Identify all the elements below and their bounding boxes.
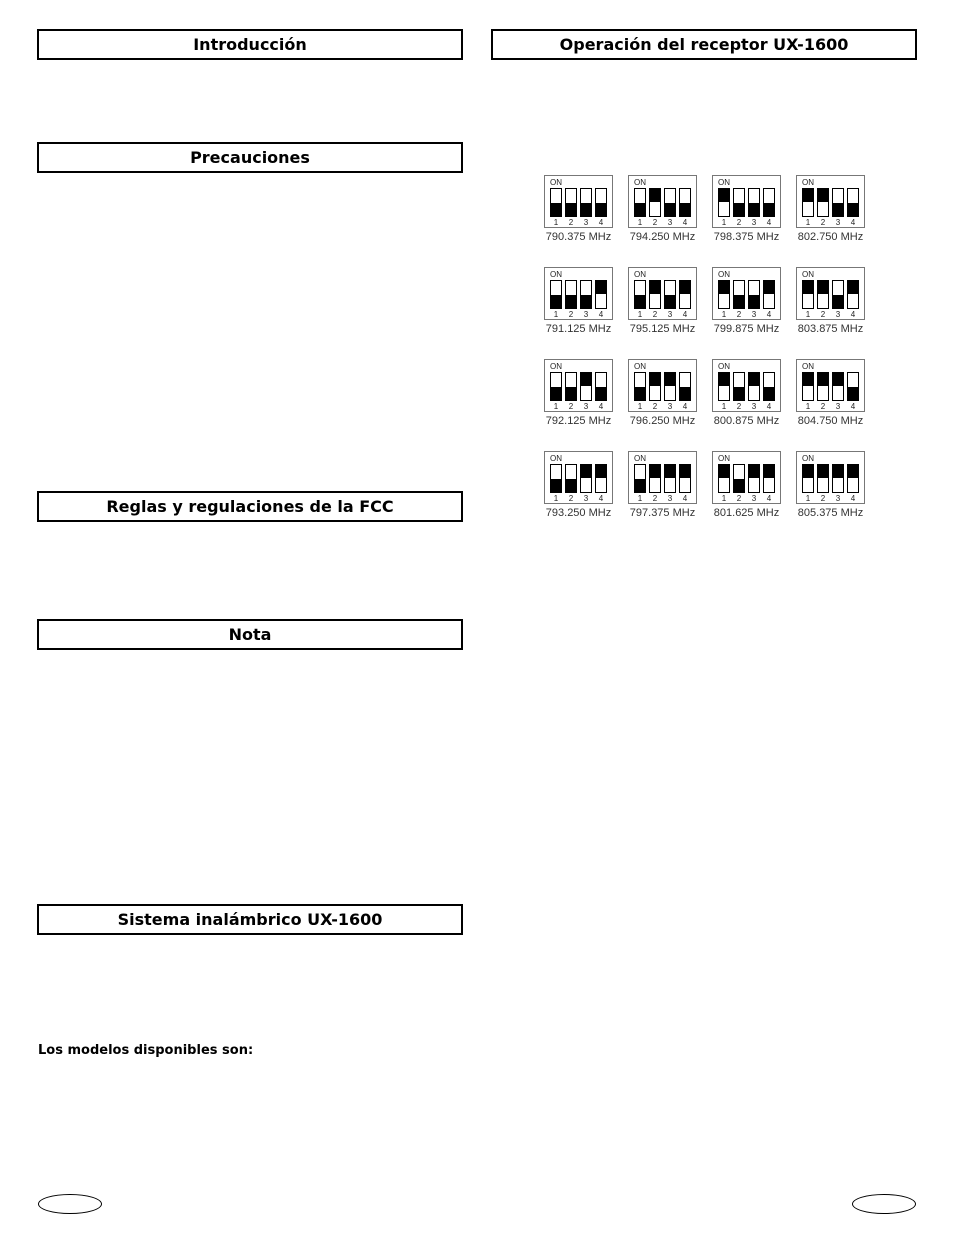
- dip-switch-number: 1: [553, 218, 559, 227]
- dip-switch-slot: [832, 464, 844, 493]
- dip-switch-number: 1: [721, 310, 727, 319]
- dip-on-label: ON: [634, 270, 646, 279]
- dip-knob-off: [665, 295, 675, 308]
- dip-switch-block: [628, 267, 697, 320]
- dip-knob-on: [803, 373, 813, 386]
- dip-switch-number: 4: [598, 218, 604, 227]
- dip-knob-off: [635, 479, 645, 492]
- dip-switch-slot: [847, 188, 859, 217]
- dip-on-label: ON: [550, 178, 562, 187]
- dip-switch-block: [628, 451, 697, 504]
- dip-switch-number: 4: [850, 402, 856, 411]
- frequency-label: 799.875 MHz: [713, 323, 780, 335]
- dip-switch-slot: [763, 372, 775, 401]
- dip-switch-number: 1: [805, 494, 811, 503]
- dip-knob-on: [719, 281, 729, 294]
- dip-knob-off: [848, 387, 858, 400]
- dip-switch-number: 4: [682, 310, 688, 319]
- dip-switch-slot: [718, 464, 730, 493]
- dip-switch-number: 2: [736, 218, 742, 227]
- frequency-label: 800.875 MHz: [713, 415, 780, 427]
- dip-switch-slot: [649, 280, 661, 309]
- dip-switch-slot: [763, 280, 775, 309]
- dip-knob-on: [848, 281, 858, 294]
- dip-switch-slot: [718, 188, 730, 217]
- dip-switch-setting: [796, 451, 876, 523]
- dip-switch-block: [712, 359, 781, 412]
- frequency-label: 801.625 MHz: [713, 507, 780, 519]
- dip-switch-number: 4: [766, 218, 772, 227]
- dip-knob-off: [566, 203, 576, 216]
- dip-knob-on: [665, 465, 675, 478]
- dip-knob-off: [635, 295, 645, 308]
- dip-switch-slot: [748, 188, 760, 217]
- dip-switch-number: 2: [736, 402, 742, 411]
- dip-switch-block: [628, 175, 697, 228]
- dip-switch-slot: [748, 464, 760, 493]
- dip-switch-number: 3: [751, 494, 757, 503]
- dip-knob-on: [818, 373, 828, 386]
- dip-knob-on: [749, 373, 759, 386]
- dip-switch-number: 3: [583, 494, 589, 503]
- dip-knob-off: [596, 387, 606, 400]
- dip-knob-on: [803, 189, 813, 202]
- dip-knob-off: [680, 203, 690, 216]
- dip-switch-number: 4: [850, 218, 856, 227]
- dip-switch-number: 2: [652, 310, 658, 319]
- dip-knob-on: [650, 189, 660, 202]
- dip-switch-slot: [847, 280, 859, 309]
- dip-switch-block: [712, 267, 781, 320]
- dip-knob-off: [581, 295, 591, 308]
- dip-on-label: ON: [718, 270, 730, 279]
- dip-switch-slot: [847, 464, 859, 493]
- dip-knob-off: [764, 203, 774, 216]
- dip-knob-on: [596, 465, 606, 478]
- dip-switch-number: 1: [637, 494, 643, 503]
- dip-knob-off: [596, 203, 606, 216]
- dip-knob-off: [680, 387, 690, 400]
- frequency-label: 797.375 MHz: [629, 507, 696, 519]
- dip-switch-slot: [634, 280, 646, 309]
- dip-switch-slot: [802, 280, 814, 309]
- dip-knob-on: [764, 465, 774, 478]
- frequency-label: 793.250 MHz: [545, 507, 612, 519]
- dip-switch-block: [796, 267, 865, 320]
- dip-switch-setting: [796, 175, 876, 247]
- dip-switch-block: [544, 175, 613, 228]
- dip-switch-slot: [748, 280, 760, 309]
- dip-switch-slot: [817, 188, 829, 217]
- dip-knob-off: [551, 203, 561, 216]
- dip-switch-block: [796, 359, 865, 412]
- dip-switch-slot: [580, 188, 592, 217]
- dip-switch-block: [712, 175, 781, 228]
- dip-switch-number: 1: [805, 218, 811, 227]
- dip-switch-slot: [733, 372, 745, 401]
- dip-switch-slot: [832, 188, 844, 217]
- frequency-label: 790.375 MHz: [545, 231, 612, 243]
- frequency-label: 804.750 MHz: [797, 415, 864, 427]
- dip-on-label: ON: [634, 362, 646, 371]
- dip-knob-on: [680, 465, 690, 478]
- dip-on-label: ON: [550, 454, 562, 463]
- dip-switch-block: [544, 267, 613, 320]
- dip-switch-number: 3: [583, 218, 589, 227]
- dip-switch-number: 2: [820, 494, 826, 503]
- dip-knob-on: [818, 189, 828, 202]
- frequency-label: 791.125 MHz: [545, 323, 612, 335]
- dip-switch-slot: [649, 372, 661, 401]
- dip-switch-setting: [628, 451, 708, 523]
- dip-switch-number: 4: [850, 310, 856, 319]
- dip-switch-block: [796, 175, 865, 228]
- dip-knob-on: [818, 281, 828, 294]
- dip-switch-number: 3: [751, 218, 757, 227]
- dip-switch-number: 1: [553, 402, 559, 411]
- dip-switch-number: 1: [553, 494, 559, 503]
- dip-switch-number: 1: [553, 310, 559, 319]
- dip-switch-slot: [580, 372, 592, 401]
- dip-switch-slot: [565, 372, 577, 401]
- dip-switch-slot: [733, 464, 745, 493]
- dip-knob-on: [833, 373, 843, 386]
- dip-switch-number: 2: [820, 218, 826, 227]
- dip-switch-number: 4: [682, 402, 688, 411]
- frequency-label: 805.375 MHz: [797, 507, 864, 519]
- dip-switch-setting: [712, 451, 792, 523]
- section-header-operacion-receptor: Operación del receptor UX-1600: [491, 29, 917, 60]
- dip-switch-slot: [802, 464, 814, 493]
- dip-switch-block: [544, 359, 613, 412]
- dip-on-label: ON: [802, 270, 814, 279]
- dip-on-label: ON: [634, 454, 646, 463]
- dip-switch-slot: [679, 188, 691, 217]
- dip-on-label: ON: [634, 178, 646, 187]
- dip-knob-on: [833, 465, 843, 478]
- dip-on-label: ON: [802, 362, 814, 371]
- dip-on-label: ON: [550, 362, 562, 371]
- dip-switch-number: 3: [835, 310, 841, 319]
- dip-switch-block: [544, 451, 613, 504]
- dip-on-label: ON: [718, 178, 730, 187]
- frequency-label: 794.250 MHz: [629, 231, 696, 243]
- dip-switch-slot: [550, 464, 562, 493]
- dip-switch-number: 2: [652, 494, 658, 503]
- dip-knob-on: [719, 373, 729, 386]
- dip-switch-number: 2: [568, 218, 574, 227]
- dip-switch-number: 1: [805, 310, 811, 319]
- dip-switch-number: 2: [568, 494, 574, 503]
- dip-switch-slot: [733, 280, 745, 309]
- dip-knob-on: [581, 373, 591, 386]
- frequency-label: 796.250 MHz: [629, 415, 696, 427]
- dip-switch-slot: [565, 280, 577, 309]
- dip-switch-slot: [550, 280, 562, 309]
- dip-knob-off: [734, 295, 744, 308]
- dip-knob-off: [665, 203, 675, 216]
- dip-knob-off: [551, 479, 561, 492]
- dip-switch-number: 2: [568, 402, 574, 411]
- dip-switch-number: 4: [766, 402, 772, 411]
- dip-switch-slot: [817, 372, 829, 401]
- dip-switch-block: [628, 359, 697, 412]
- dip-knob-on: [665, 373, 675, 386]
- dip-knob-on: [596, 281, 606, 294]
- dip-switch-setting: [544, 175, 624, 247]
- dip-switch-block: [712, 451, 781, 504]
- section-header-precauciones: Precauciones: [37, 142, 463, 173]
- dip-switch-number: 1: [805, 402, 811, 411]
- dip-knob-on: [719, 465, 729, 478]
- dip-switch-number: 4: [850, 494, 856, 503]
- dip-switch-slot: [817, 280, 829, 309]
- dip-knob-off: [734, 203, 744, 216]
- dip-on-label: ON: [718, 454, 730, 463]
- page-number-oval-left: [38, 1194, 102, 1214]
- dip-switch-setting: [628, 267, 708, 339]
- dip-knob-on: [818, 465, 828, 478]
- dip-on-label: ON: [550, 270, 562, 279]
- dip-switch-slot: [595, 280, 607, 309]
- dip-switch-number: 1: [721, 218, 727, 227]
- dip-switch-number: 4: [766, 310, 772, 319]
- dip-switch-slot: [718, 280, 730, 309]
- dip-switch-number: 2: [820, 402, 826, 411]
- dip-switch-number: 1: [637, 402, 643, 411]
- dip-switch-slot: [664, 372, 676, 401]
- dip-switch-slot: [664, 188, 676, 217]
- dip-switch-number: 3: [835, 218, 841, 227]
- dip-switch-setting: [796, 359, 876, 431]
- dip-switch-setting: [628, 359, 708, 431]
- dip-switch-number: 2: [820, 310, 826, 319]
- section-header-fcc: Reglas y regulaciones de la FCC: [37, 491, 463, 522]
- dip-switch-number: 4: [598, 494, 604, 503]
- dip-switch-number: 3: [583, 310, 589, 319]
- dip-knob-on: [650, 465, 660, 478]
- dip-switch-slot: [832, 372, 844, 401]
- dip-switch-number: 3: [583, 402, 589, 411]
- dip-switch-setting: [544, 267, 624, 339]
- dip-knob-off: [635, 203, 645, 216]
- dip-knob-on: [680, 281, 690, 294]
- dip-knob-on: [650, 281, 660, 294]
- dip-knob-on: [764, 281, 774, 294]
- dip-switch-number: 2: [652, 218, 658, 227]
- frequency-label: 795.125 MHz: [629, 323, 696, 335]
- dip-switch-slot: [580, 280, 592, 309]
- dip-switch-frequency-chart: [544, 175, 874, 525]
- dip-knob-off: [749, 295, 759, 308]
- dip-switch-slot: [649, 188, 661, 217]
- dip-switch-slot: [664, 280, 676, 309]
- dip-switch-slot: [595, 464, 607, 493]
- dip-switch-number: 4: [598, 402, 604, 411]
- dip-switch-number: 2: [652, 402, 658, 411]
- dip-switch-number: 1: [721, 494, 727, 503]
- dip-switch-number: 3: [835, 494, 841, 503]
- dip-switch-slot: [595, 188, 607, 217]
- dip-switch-slot: [634, 372, 646, 401]
- section-header-introduccion: Introducción: [37, 29, 463, 60]
- dip-knob-off: [551, 387, 561, 400]
- dip-switch-setting: [712, 267, 792, 339]
- dip-switch-slot: [832, 280, 844, 309]
- dip-knob-on: [581, 465, 591, 478]
- dip-switch-number: 3: [751, 402, 757, 411]
- dip-knob-off: [551, 295, 561, 308]
- dip-switch-number: 4: [598, 310, 604, 319]
- section-header-nota: Nota: [37, 619, 463, 650]
- dip-switch-slot: [817, 464, 829, 493]
- dip-on-label: ON: [802, 454, 814, 463]
- dip-switch-block: [796, 451, 865, 504]
- dip-switch-slot: [748, 372, 760, 401]
- frequency-label: 792.125 MHz: [545, 415, 612, 427]
- dip-knob-off: [848, 203, 858, 216]
- dip-knob-off: [833, 295, 843, 308]
- dip-knob-on: [719, 189, 729, 202]
- dip-switch-number: 4: [682, 494, 688, 503]
- dip-knob-on: [650, 373, 660, 386]
- dip-knob-on: [803, 281, 813, 294]
- dip-knob-off: [833, 203, 843, 216]
- dip-switch-number: 1: [637, 218, 643, 227]
- dip-switch-slot: [565, 188, 577, 217]
- dip-switch-setting: [544, 451, 624, 523]
- dip-switch-setting: [712, 175, 792, 247]
- models-available-label: Los modelos disponibles son:: [38, 1043, 254, 1058]
- frequency-label: 803.875 MHz: [797, 323, 864, 335]
- dip-switch-slot: [733, 188, 745, 217]
- dip-knob-off: [734, 387, 744, 400]
- dip-switch-setting: [712, 359, 792, 431]
- dip-knob-on: [848, 465, 858, 478]
- dip-switch-number: 1: [637, 310, 643, 319]
- dip-switch-slot: [595, 372, 607, 401]
- dip-knob-off: [635, 387, 645, 400]
- dip-switch-slot: [847, 372, 859, 401]
- dip-switch-setting: [628, 175, 708, 247]
- dip-switch-slot: [580, 464, 592, 493]
- dip-knob-on: [749, 465, 759, 478]
- dip-switch-slot: [565, 464, 577, 493]
- dip-knob-off: [764, 387, 774, 400]
- dip-switch-slot: [634, 188, 646, 217]
- dip-switch-slot: [763, 464, 775, 493]
- dip-switch-slot: [763, 188, 775, 217]
- dip-switch-slot: [664, 464, 676, 493]
- frequency-label: 798.375 MHz: [713, 231, 780, 243]
- dip-switch-number: 2: [568, 310, 574, 319]
- dip-switch-number: 2: [736, 494, 742, 503]
- dip-switch-slot: [679, 464, 691, 493]
- page-number-oval-right: [852, 1194, 916, 1214]
- dip-switch-slot: [802, 188, 814, 217]
- dip-switch-number: 2: [736, 310, 742, 319]
- dip-on-label: ON: [802, 178, 814, 187]
- dip-switch-number: 3: [667, 402, 673, 411]
- dip-switch-number: 3: [667, 494, 673, 503]
- section-header-sistema: Sistema inalámbrico UX-1600: [37, 904, 463, 935]
- dip-switch-setting: [796, 267, 876, 339]
- dip-switch-number: 3: [667, 310, 673, 319]
- dip-knob-off: [734, 479, 744, 492]
- dip-switch-number: 3: [751, 310, 757, 319]
- dip-switch-number: 4: [682, 218, 688, 227]
- dip-on-label: ON: [718, 362, 730, 371]
- dip-switch-number: 3: [667, 218, 673, 227]
- dip-switch-number: 4: [766, 494, 772, 503]
- dip-knob-off: [749, 203, 759, 216]
- dip-switch-slot: [634, 464, 646, 493]
- dip-knob-off: [581, 203, 591, 216]
- dip-knob-off: [566, 295, 576, 308]
- dip-switch-slot: [718, 372, 730, 401]
- dip-switch-slot: [802, 372, 814, 401]
- dip-switch-slot: [550, 372, 562, 401]
- dip-switch-setting: [544, 359, 624, 431]
- dip-knob-on: [803, 465, 813, 478]
- dip-switch-slot: [649, 464, 661, 493]
- dip-knob-off: [566, 479, 576, 492]
- dip-switch-number: 1: [721, 402, 727, 411]
- frequency-label: 802.750 MHz: [797, 231, 864, 243]
- dip-switch-number: 3: [835, 402, 841, 411]
- dip-switch-slot: [550, 188, 562, 217]
- dip-switch-slot: [679, 372, 691, 401]
- dip-switch-slot: [679, 280, 691, 309]
- dip-knob-off: [566, 387, 576, 400]
